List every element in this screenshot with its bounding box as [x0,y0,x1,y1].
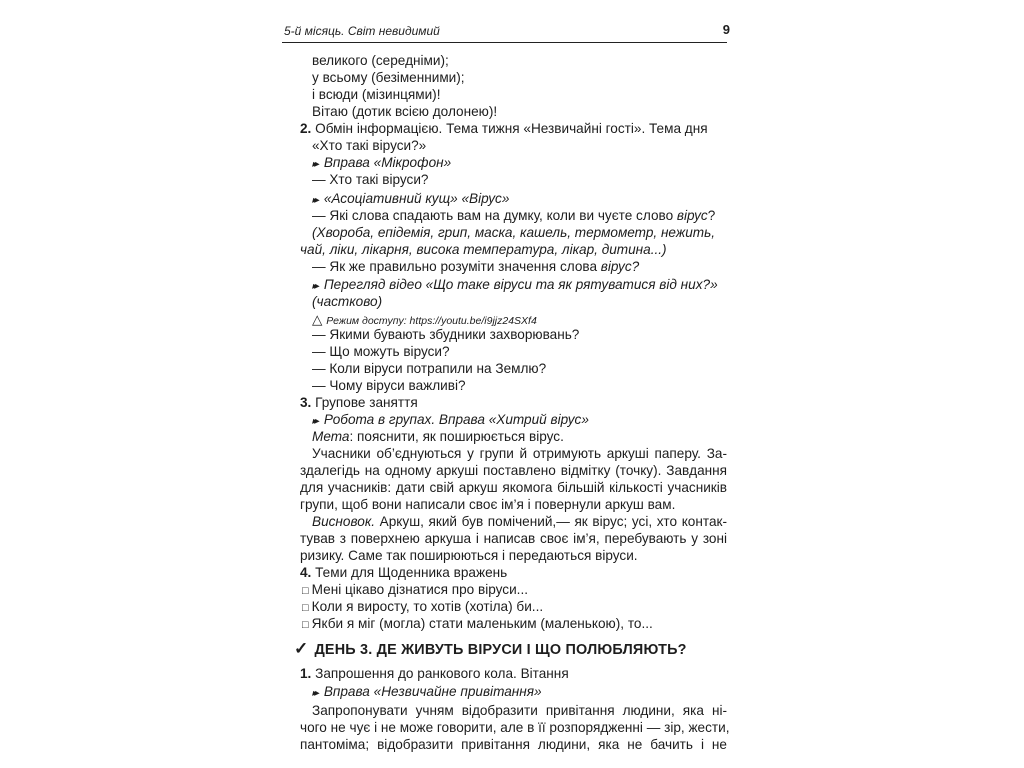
question-line: — Коли віруси потрапили на Землю? [312,361,547,376]
conclusion-text: Аркуш, який був помічений,— як вірус; усі, хто контак- [375,514,727,529]
exercise-title: «Асоціативний кущ» «Вірус» [323,191,510,206]
exercise-title: Робота в групах. Вправа «Хитрий вірус» [323,412,589,427]
conclusion-line [312,513,727,530]
double-arrow-icon: ▸▸ [312,281,317,292]
question-line: — Якими бувають збудники захворювань? [312,327,580,342]
section-title: Групове заняття [315,395,418,410]
answer-line: чай, ліки, лікарня, висока температура, лікар, дитина...) [300,242,667,257]
paragraph-line: Учасники об’єднуються у групи й отримують аркуші паперу. За- [312,446,727,461]
double-arrow-icon: ▸▸ [312,195,317,206]
paragraph-line: здалегідь на одному аркуші поставлено відмітку (точку). Завдання [300,463,727,478]
section-number: 3. [300,395,312,410]
question-line: — Що можуть віруси? [312,344,450,359]
answer-line: (Хвороба, епідемія, грип, маска, кашель, термометр, нежить, [312,225,716,240]
paragraph-line: чого не чує і не може говорити, але в її розпорядженні — зір, жести, [300,720,730,735]
double-arrow-icon: ▸▸ [312,159,317,170]
page-number: 9 [722,22,730,37]
checkbox-bullet-icon: □ [302,585,309,597]
triangle-icon: △ [312,312,323,327]
section-title: Теми для Щоденника вражень [315,565,508,580]
text-line: і всюди (мізинцями)! [312,87,441,102]
section-number: 4. [300,565,312,580]
checkbox-bullet-icon: □ [302,602,309,614]
list-item-text: Якби я міг (могла) стати маленьким (маленькою), то... [311,616,653,631]
chapter-title: 5-й місяць. Світ невидимий [284,24,440,38]
double-arrow-icon: ▸▸ [312,688,317,699]
goal-text: : пояснити, як поширюється вірус. [349,429,564,444]
text-line: «Хто такі віруси?» [312,138,427,153]
section-4-heading [300,564,507,581]
question-text: — Як же правильно розуміти значення слова [312,259,601,274]
question-keyword: вірус? [600,259,640,274]
conclusion-line: ризику. Саме так поширюються і передаються віруси. [300,548,638,563]
list-item-text: Коли я виросту, то хотів (хотіла) би... [311,599,544,614]
section-title: Запрошення до ранкового кола. Вітання [315,666,569,681]
paragraph-line: пантоміма; відобразити привітання людини, яка не бачить і не [300,737,727,752]
question-line [312,207,715,224]
checkbox-bullet-icon: □ [302,619,309,631]
text-line: великого (середніми); [312,53,449,68]
section-number: 2. [300,121,312,136]
day-title: ДЕНЬ 3. ДЕ ЖИВУТЬ ВІРУСИ І ЩО ПОЛЮБЛЯЮТЬ? [314,642,687,658]
paragraph-line: Запропонувати учням відобразити привітання людини, яка ні- [312,703,727,718]
section-number: 1. [300,666,312,681]
section-title: Обмін інформацією. Тема тижня «Незвичайні гості». Тема дня [315,121,708,136]
question-line: — Хто такі віруси? [312,172,429,187]
exercise-title: Вправа «Незвичайне привітання» [323,684,542,699]
question-line [312,258,639,275]
list-item [302,615,653,634]
day-3-heading [294,639,687,659]
goal-label: Мета [312,429,350,444]
double-arrow-icon: ▸▸ [312,416,317,427]
conclusion-line: тував з поверхнею аркуша і написав своє ім’я, перебувають у зоні [300,531,727,546]
text-line: у всьому (безіменними); [312,70,465,85]
paragraph-line: для учасників: дати свій аркуш якомога більшій кількості учасників [300,480,727,495]
exercise-line [312,683,542,702]
exercise-title: Вправа «Мікрофон» [323,155,452,170]
section-1-heading [300,665,569,682]
check-icon: ✓ [294,639,309,658]
text-line: Вітаю (дотик всією долонею)! [312,104,498,119]
question-mark: ? [707,208,716,223]
paragraph-line: групи, щоб вони написали своє ім’я і повернули аркуш вам. [300,497,676,512]
section-3-heading [300,394,418,411]
exercise-title: Перегляд відео «Що таке віруси та як рятуватися від них?» [323,277,718,292]
goal-line [312,428,564,445]
list-item-text: Мені цікаво дізнатися про віруси... [311,582,528,597]
question-line: — Чому віруси важливі? [312,378,466,393]
conclusion-label: Висновок. [312,514,376,529]
question-text: — Які слова спадають вам на думку, коли ви чуєте слово [312,208,677,223]
book-page [282,18,740,768]
video-link[interactable]: Режим доступу: https://youtu.be/i9jjz24SXf4 [326,315,537,327]
running-header [282,18,730,43]
question-keyword: вірус [676,208,708,223]
section-2-heading [300,120,708,137]
text-line: (частково) [312,294,383,309]
